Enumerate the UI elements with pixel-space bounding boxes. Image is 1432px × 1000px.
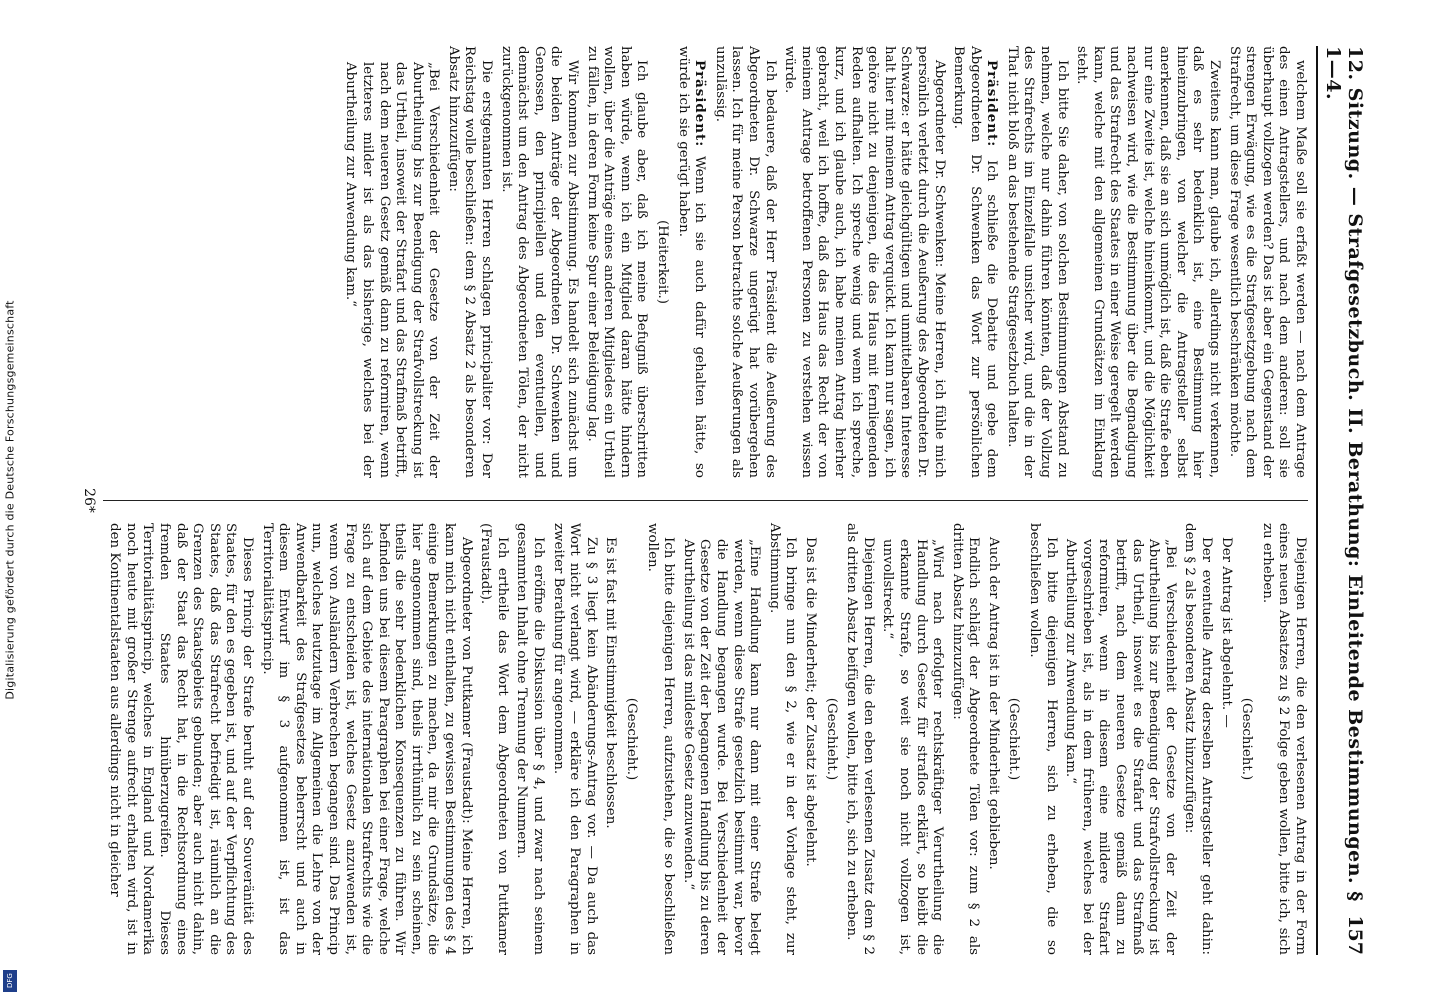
signature-mark: 26* — [80, 488, 97, 513]
speaker-name: Präsident: — [692, 60, 709, 148]
quoted-motion: „Eine Handlung kann nur dann mit einer Strafe belegt werden, wenn diese Strafe gesetzlich bestimmt war, bevor die Handlung begangen wurde. Bei Verschiedenheit der Gesetze von der Zeit der begangenen Handlung bis zu deren Aburtheilung ist das mildeste Gesetz anzuwenden.“ — [680, 539, 763, 955]
quoted-motion: „Wird nach erfolgter rechtskräftiger Verurtheilung die Handlung durch Gesetz für straflos erklärt, so bleibt die erkannte Strafe, so weit sie noch nicht vollzogen ist, unvollstreckt.“ — [880, 539, 946, 955]
text-columns — [103, 46, 1308, 955]
speaker-name: Präsident: — [984, 60, 1001, 148]
paragraph: Ich eröffne die Diskussion über § 4, und zwar nach seinem gesammten Inhalt ohne Trennung der Nummern. — [514, 523, 547, 955]
paragraph: Abgeordneter Dr. Schwenken: Meine Herren, ich fühle mich persönlich verletzt durch die Aeußerung des Abgeordneten Dr. Schwarze: er hätte gleichgültigen und unmittelbaren Interesse halt hier mit meinem Antrag verquickt. Ich kann nur sagen, ich gehöre nicht zu denjenigen, die das Haus mit fernliegenden Reden aufhalten. Ich spreche wenig und wenn ich spreche, kurz, und ich glaube auch, ich habe meinen Antrag hierher gebracht, weil ich hoffte, daß das Haus das Recht der von meinem Antrage betroffenen Personen zu verstehen wissen würde. — [782, 46, 947, 478]
scanned-page — [49, 18, 1384, 983]
paragraph: Ich glaube aber, daß ich meine Befugniß überschritten haben würde, wenn ich ein Mitglied daran hätte hindern wollen, über die Anträge eines anderen Mitgliedes ein Urtheil zu fällen, in deren Form keine Spur einer Beleidigung lag. — [584, 46, 650, 478]
paragraph: Endlich schlägt der Abgeordnete Tölen vor: zum § 2 als dritten Absatz hinzuzufügen: — [949, 523, 982, 955]
paragraph: Es ist fast mit Einstimmigkeit beschlossen. — [603, 537, 619, 829]
stage-direction: (Geschieht.) — [624, 697, 640, 781]
paragraph: Die erstgenannten Herren schlagen principaliter vor: Der Reichstag wolle beschließen: dem § 2 Absatz 2 als besonderen Absatz hinzuzufügen: — [445, 46, 495, 478]
digitization-credit — [2, 0, 18, 1000]
paragraph: Zu § 3 liegt kein Abänderungs-Antrag vor. — Da auch das Wort nicht verlangt wird, — erkläre ich den Paragraphen in zweiter Berathung für angenommen. — [550, 523, 599, 955]
paragraph: welchem Maße soll sie erfaßt werden — nach dem Antrage des einen Antragstellers, und nach dem anderen: soll sie überhaupt vollzogen werden? Das ist aber ein Gegenstand der strengen Erwägung, wie es die Strafgesetzgebung nach dem Strafrecht, um diese Frage wesentlich beschränken möchte. — [1226, 46, 1308, 478]
speech-text: Wenn ich sie auch dafür gehalten hätte, so würde ich sie gerügt haben. — [675, 46, 708, 478]
quoted-motion: „Bei Verschiedenheit der Gesetze von der Zeit der Aburtheilung bis zur Beendigung der Strafvollstreckung ist das Urtheil, insoweit es die Strafart und das Strafmaß betrifft, nach dem neueren Gesetze gemäß dann zu reformiren, wenn in diesem eine mildere Strafart vorgeschrieben ist, als in dem früheren, welches bei der Aburtheilung zur Anwendung kam.“ — [1063, 539, 1178, 955]
stage-direction: (Geschieht.) — [1239, 697, 1255, 781]
paragraph: Ich bringe nun den § 2, wie er in der Vorlage steht, zur Abstimmung. — [766, 523, 799, 955]
page-header — [1316, 46, 1366, 955]
paragraph: Ich bedauere, daß der Herr Präsident die Aeußerung des Abgeordneten Dr. Schwarze ungerügt hat vorübergehen lassen. Ich für meine Person betrachte solche Aeußerungen als unzulässig. — [712, 46, 778, 478]
speaker-paragraph — [674, 46, 708, 478]
speaker-paragraph — [950, 46, 1001, 478]
paragraph: Zweitens kann man, glaube ich, allerdings nicht verkennen, daß es sehr bedenklich ist, eine Bestimmung hier hineinzubringen, von welcher die Antragsteller selbst anerkennen, daß sie an sich unmöglich ist, daß die Strafe eben nur eine Zweite ist, welche hineinkommt, und die Möglichkeit nachweisen wird, wie die Bestimmung über die Begnadigung und das Strafrecht des Staates in einer Weise geregelt werden kann, welche mit den allgemeinen Grundsätzen im Einklang steht. — [1074, 46, 1223, 478]
paragraph: Das ist die Minderheit; der Zusatz ist abgelehnt. — [802, 537, 818, 867]
paragraph: Abgeordneter von Puttkamer (Fraustadt): Meine Herren, ich kann mich nicht enthalten, zu gewissen Bestimmungen des § 4 einige Bemerkungen zu machen, da mir die Grundsätze, die hier angenommen sind, theils irrthümlich zu sein scheinen, theils die sehr bedenklichen Konsequenzen zu führen. Wir befinden uns bei diesem Paragraphen bei einer Frage, welche sich auf dem Gebiete des internationalen Strafrechts wie die Frage zu entscheiden ist, welches Gesetz anzuwenden ist, wenn von Ausländern Verbrechen begangen sind. Das Princip nun, welches heutzutage im Allgemeinen die Lehre von der Anwendbarkeit des Strafgesetzes beherrscht und auch in diesem Entwurf im § 3 aufgenommen ist, ist das Territorialitätsprincip. — [259, 523, 474, 955]
left-column — [103, 46, 1308, 478]
paragraph: Diejenigen Herren, die den verlesenen Antrag in der Form eines neuen Absatzes zu § 2 Folge geben wollen, bitte ich, sich zu erheben. — [1259, 523, 1308, 955]
paragraph: Der Antrag ist abgelehnt. — — [1218, 537, 1234, 728]
running-title: 12. Sitzung. — Strafgesetzbuch. II. Berathung: Einleitende Bestimmungen. § 1—4. — [1322, 46, 1366, 902]
paragraph: Ich ertheile das Wort dem Abgeordneten von Puttkamer (Fraustadt). — [478, 523, 510, 955]
credit-text: Digitalisierung gefördert durch die Deutsche Forschungsgemeinschaft — [3, 300, 17, 700]
paragraph: Wir kommen zur Abstimmung. Es handelt sich zunächst um die beiden Anträge der Abgeordneten Dr. Schwenken und Genossen, den principiellen und den eventuellen, und demnächst um den Antrag des Abgeordneten Tölen, der nicht zurückgenommen ist. — [498, 46, 581, 478]
stage-direction: (Geschieht.) — [823, 697, 839, 781]
paragraph: Der eventuelle Antrag derselben Antragsteller geht dahin: dem § 2 als besonderen Absatz hinzuzufügen: — [1182, 523, 1215, 955]
dfg-logo-icon: DFG — [3, 970, 17, 992]
paragraph: Diejenigen Herren, die den eben verlesenen Zusatz dem § 2 als dritten Absatz beifügen wollen, bitte ich, sich zu erheben. — [844, 523, 876, 955]
column-divider — [103, 500, 1308, 501]
quoted-motion: „Bei Verschiedenheit der Gesetze von der Zeit der Aburtheilung bis zur Beendigung der Strafvollstreckung ist das Urtheil, insoweit der Strafart und das Strafmaß betrifft, nach dem neueren Gesetz gemäß dann zu reformiren, wenn letzteres milder ist als das bisherige, welches bei der Aburtheilung zur Anwendung kam.“ — [343, 62, 442, 478]
paragraph: Ich bitte diejenigen Herren, aufzustehen, die so beschließen wollen. — [644, 523, 677, 955]
stage-direction: (Geschieht.) — [1006, 697, 1022, 781]
speech-text: Ich schließe die Debatte und gebe dem Abgeordneten Dr. Schwenken das Wort zur persönlichen Bemerkung. — [951, 46, 1000, 478]
paragraph: Ich bitte Sie daher, von solchen Bestimmungen Abstand zu nehmen, welche nur dahin führen könnten, daß der Vollzug des Strafrechts im Einzelfalle unsicher wird, und die in der That nicht bloß an das bestehende Strafgesetzbuch halten. — [1004, 46, 1070, 478]
page-number: 157 — [1344, 915, 1366, 955]
paragraph: Ich bitte diejenigen Herren, sich zu erheben, die so beschließen wollen. — [1027, 523, 1059, 955]
paragraph: Auch der Antrag ist in der Minderheit geblieben. — [985, 537, 1001, 870]
stage-direction: (Heiterkeit.) — [655, 220, 671, 304]
right-column — [103, 523, 1308, 955]
paragraph: Dieses Princip der Strafe beruht auf der Souveränität des Staates, für den es gegeben ist, und auf der Verpflichtung des Staates, daß das Strafrecht befriedigt ist, räumlich an die Grenzen des Staatsgebiets gebunden; aber auch nicht dahin, daß der Staat das Recht hat, in die Rechtsordnung eines fremden Staates hinüberzugreifen. Dieses Territorialitätsprincip, welches in England und Nordamerika noch heute mit großer Strenge aufrecht erhalten wird, ist in den Kontinentalstaaten aus allerdings nicht in gleicher — [107, 523, 255, 955]
